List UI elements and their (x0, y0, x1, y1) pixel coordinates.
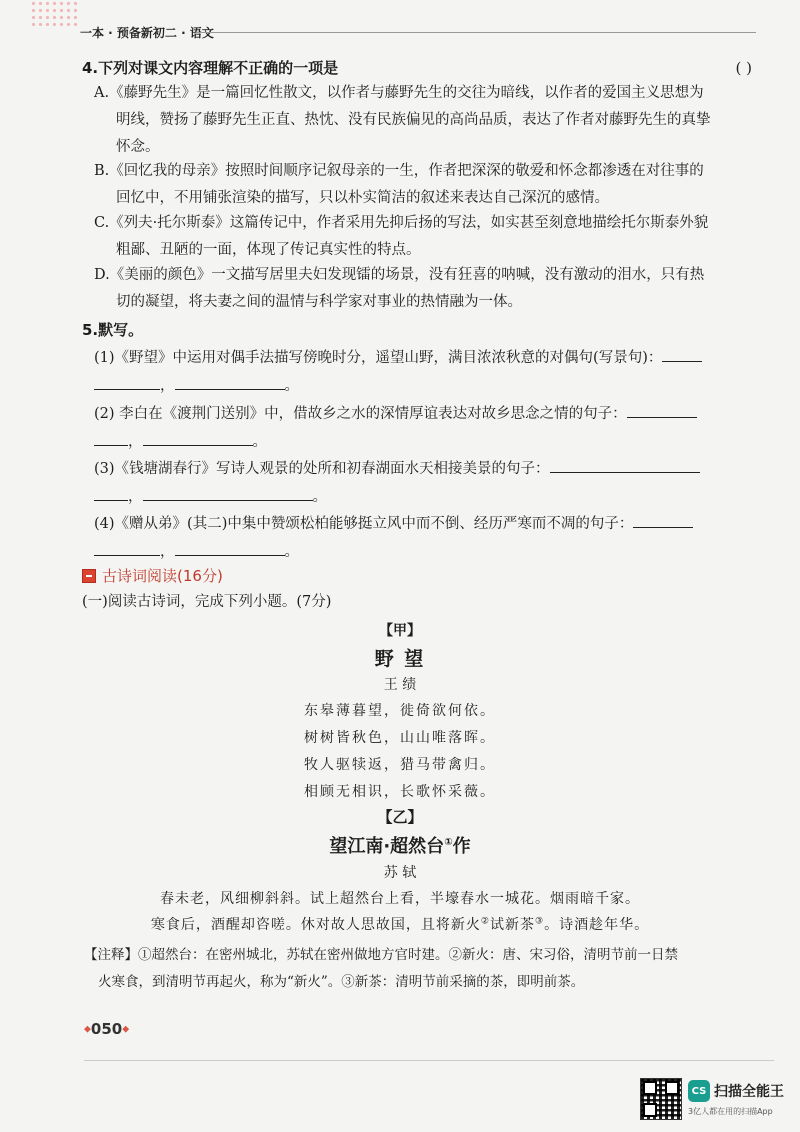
running-header: 一本 · 预备新初二 · 语文 (80, 26, 214, 40)
qr-code-icon (640, 1078, 682, 1120)
section-marker-icon (82, 569, 96, 583)
answer-blank[interactable] (662, 345, 702, 362)
answer-blank[interactable] (94, 484, 128, 501)
footnote-ref-3: ③ (535, 916, 545, 927)
answer-blank[interactable] (94, 373, 160, 390)
annotation-block (84, 942, 764, 996)
camscanner-logo-icon: CS (688, 1080, 710, 1102)
comma: ， (128, 489, 143, 505)
section-title: 古诗词阅读(16分) (102, 567, 223, 585)
option-d-line1: D.《美丽的颜色》一文描写居里夫妇发现镭的场景，没有狂喜的呐喊，没有激动的泪水，只有热 (94, 267, 705, 283)
header-rule (196, 32, 756, 33)
answer-blank[interactable] (627, 401, 697, 418)
answer-blank[interactable] (94, 429, 128, 446)
diamond-icon: ◆ (122, 1024, 130, 1035)
answer-blank[interactable] (633, 511, 693, 528)
q5-title-text: 5.默写。 (82, 321, 144, 339)
poem1-title: 野 望 (374, 648, 426, 670)
item-1-prompt: (1)《野望》中运用对偶手法描写傍晚时分，遥望山野，满目浓浓秋意的对偶句(写景句)： (94, 350, 663, 366)
q5-item-4 (94, 510, 754, 566)
footnote-ref-2: ② (480, 916, 490, 927)
q5-item-1 (94, 344, 754, 400)
q4-option-d (94, 262, 754, 316)
decorative-dots (30, 0, 80, 26)
poem2-title-end: 作 (452, 836, 471, 857)
poem1-line-2: 树树皆秋色，山山唯落晖。 (304, 730, 496, 746)
notes-line-1: 【注释】①超然台：在密州城北，苏轼在密州做地方官时建。②新火：唐、宋习俗，清明节前一日禁 (84, 947, 678, 963)
poem2-line-2a: 寒食后，酒醒却咨嗟。休对故人思故国，且将新火 (150, 917, 481, 933)
poem1-author: 王 绩 (383, 677, 417, 693)
subsection-1-title: (一)阅读古诗词，完成下列小题。(7分) (82, 594, 332, 610)
page-number-text: 050 (90, 1020, 123, 1038)
comma: ， (128, 434, 143, 450)
option-c-line1: C.《列夫·托尔斯泰》这篇传记中，作者采用先抑后扬的写法，如实甚至刻意地描绘托尔斯泰外貌 (94, 215, 709, 231)
q4-option-b (94, 158, 754, 212)
poem2-line-2c: 。诗酒趁年华。 (544, 917, 650, 933)
poem2-tag: 【乙】 (377, 808, 423, 826)
q5-item-2 (94, 400, 754, 456)
scanner-tagline: 3亿人都在用的扫描App (688, 1107, 773, 1116)
period: 。 (284, 378, 299, 394)
answer-paren: ( ) (735, 59, 752, 77)
period: 。 (252, 434, 267, 450)
poem1-line-4: 相顾无相识，长歌怀采薇。 (304, 784, 496, 800)
scanner-app-name: 扫描全能王 (714, 1084, 784, 1100)
section-heading (82, 565, 223, 586)
option-a-line3: 怀念。 (116, 139, 160, 155)
q5-item-3 (94, 455, 754, 511)
item-4-prompt: (4)《赠从弟》(其二)中集中赞颂松柏能够挺立风中而不倒、经历严寒而不凋的句子： (94, 516, 634, 532)
option-b-line1: B.《回忆我的母亲》按照时间顺序记叙母亲的一生，作者把深深的敬爱和怀念都渗透在对往事的 (94, 163, 704, 179)
poem2-title-text: 望江南·超然台 (329, 836, 445, 857)
option-c-line2: 粗鄙、丑陋的一面，体现了传记真实性的特点。 (116, 242, 421, 258)
notes-line-2: 火寒食，到清明节再起火，称为“新火”。③新茶：清明节前采摘的茶，即明前茶。 (98, 974, 585, 990)
q4-option-a (94, 80, 754, 161)
poem1-line-3: 牧人驱犊返，猎马带禽归。 (304, 757, 496, 773)
period: 。 (284, 544, 299, 560)
q4-title-text: 4.下列对课文内容理解不正确的一项是 (82, 59, 339, 77)
comma: ， (160, 378, 175, 394)
poem1-line-1: 东皋薄暮望，徙倚欲何依。 (304, 703, 496, 719)
answer-blank[interactable] (94, 539, 160, 556)
answer-blank[interactable] (175, 373, 285, 390)
option-d-line2: 切的凝望，将夫妻之间的温情与科学家对事业的热情融为一体。 (116, 294, 522, 310)
poem2-title (0, 832, 800, 858)
option-b-line2: 回忆中，不用铺张渲染的描写，只以朴实简洁的叙述来表达自己深沉的感情。 (116, 190, 609, 206)
option-a-line1: A.《藤野先生》是一篇回忆性散文，以作者与藤野先生的交往为暗线，以作者的爱国主义思想为 (94, 85, 704, 101)
footer-rule (84, 1060, 774, 1061)
item-2-prompt: (2) 李白在《渡荆门送别》中，借故乡之水的深情厚谊表达对故乡思念之情的句子： (94, 406, 627, 422)
answer-blank[interactable] (175, 539, 285, 556)
q4-option-c (94, 210, 754, 264)
answer-blank[interactable] (143, 484, 313, 501)
diamond-icon: ◆ (84, 1024, 91, 1035)
comma: ， (160, 544, 175, 560)
question-5-title (82, 320, 752, 341)
footnote-ref-1: ① (444, 837, 453, 848)
poem2-author: 苏 轼 (383, 865, 417, 881)
answer-blank[interactable] (143, 429, 253, 446)
item-3-prompt: (3)《钱塘湖春行》写诗人观景的处所和初春湖面水天相接美景的句子： (94, 461, 550, 477)
poem2-line-2b: 试新茶 (490, 917, 535, 933)
poem2-line-2 (0, 914, 800, 934)
answer-blank[interactable] (550, 456, 700, 473)
option-a-line2: 明线，赞扬了藤野先生正直、热忱、没有民族偏见的高尚品质，表达了作者对藤野先生的真挚 (116, 112, 711, 128)
poem1-tag: 【甲】 (379, 623, 421, 639)
question-4-title (82, 58, 752, 79)
period: 。 (312, 489, 327, 505)
page-number (84, 1020, 129, 1038)
poem2-line-1: 春未老，风细柳斜斜。试上超然台上看，半壕春水一城花。烟雨暗千家。 (160, 891, 640, 907)
